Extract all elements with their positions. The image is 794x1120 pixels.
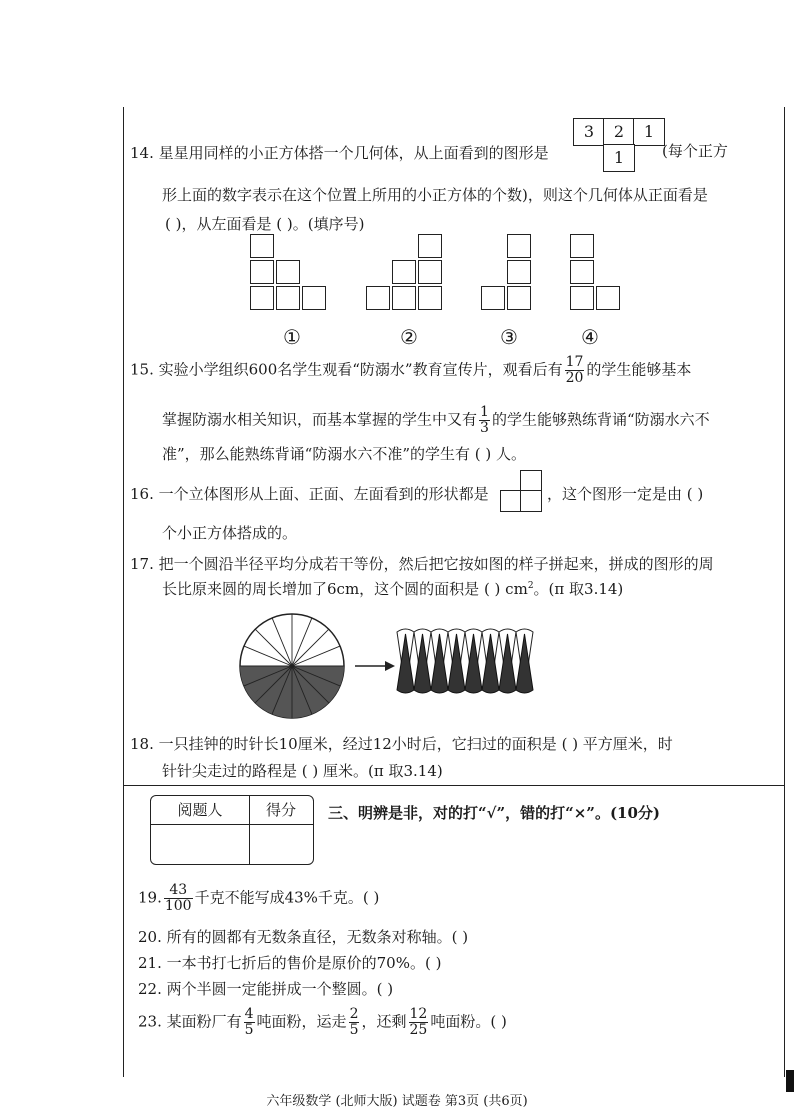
q15-line1: 15. 实验小学组织600名学生观看“防溺水”教育宣传片，观看后有 $\frac{17}{20}$ 的学生能够基本 [130, 354, 692, 386]
fraction: $\frac{12}{25}$ [409, 1006, 428, 1038]
q14-option-2-figure [366, 234, 446, 314]
score-label: 得分 [265, 801, 296, 819]
q19-line: 19. $\frac{43}{100}$ 千克不能写成43%千克。( ) [138, 882, 380, 914]
q20-line: 20. 所有的圆都有无数条直径，无数条对称轴。( ) [138, 928, 469, 946]
option-label-1: ① [283, 325, 301, 349]
fraction: $\frac{2}{5}$ [349, 1006, 359, 1038]
q14-option-4-figure [570, 234, 650, 314]
q17-line1: 17. 把一个圆沿半径平均分成若干等份，然后把它按如图的样子拼起来，拼成的图形的周 [130, 555, 714, 573]
q16-line1a: 16. 一个立体图形从上面、正面、左面看到的形状都是 [130, 485, 489, 503]
fraction: $\frac{43}{100}$ [164, 882, 192, 914]
q16-view-figure [500, 470, 545, 515]
q16-line2: 个小正方体搭成的。 [162, 524, 298, 542]
q15-line3: 准”，那么能熟练背诵“防溺水六不准”的学生有 ( ) 人。 [162, 445, 527, 463]
q18-line2: 针针尖走过的路程是 ( ) 厘米。(π 取3.14) [162, 762, 443, 780]
option-label-3: ③ [500, 325, 518, 349]
q14-option-3-figure [481, 234, 561, 314]
q14-line3: ( )，从左面看是 ( )。(填序号) [165, 215, 365, 233]
top-view-cell: 1 [603, 144, 635, 172]
q14-line2: 形上面的数字表示在这个位置上所用的小正方体的个数)，则这个几何体从正面看是 [162, 186, 708, 204]
q14-top-view [573, 118, 673, 178]
score-table [150, 795, 314, 865]
top-view-cell: 3 [573, 118, 605, 146]
q16-line1b: ，这个图形一定是由 ( ) [547, 485, 704, 503]
top-view-cell: 2 [603, 118, 635, 146]
page-footer: 六年级数学 (北师大版) 试题卷 第3页 (共6页) [266, 1094, 528, 1109]
q18-line1: 18. 一只挂钟的时针长10厘米，经过12小时后，它扫过的面积是 ( ) 平方厘米，时 [130, 735, 673, 753]
option-label-2: ② [400, 325, 418, 349]
section-divider [123, 785, 785, 786]
scan-edge-mark [786, 1070, 794, 1092]
fraction: $\frac{1}{3}$ [480, 404, 489, 436]
q15-line2: 掌握防溺水相关知识，而基本掌握的学生中又有 $\frac{1}{3}$ 的学生能够熟练背诵“防溺水六不 [162, 404, 710, 436]
q17-line2: 长比原来圆的周长增加了6cm，这个圆的面积是 ( ) $cm^2$。(π 取3.14) [162, 580, 624, 598]
grader-label: 阅题人 [177, 801, 223, 819]
fraction: $\frac{4}{5}$ [244, 1006, 254, 1038]
q14-line1 [130, 142, 549, 163]
q23-line: 23. 某面粉厂有 $\frac{4}{5}$ 吨面粉，运走 $\frac{2}{5}$ ，还剩 $\frac{12}{25}$ 吨面粉。( ) [138, 1006, 507, 1038]
q14-text-a: 14. 星星用同样的小正方体搭一个几何体，从上面看到的图形是 [130, 144, 549, 162]
fraction: $\frac{17}{20}$ [565, 354, 584, 386]
top-view-cell: 1 [633, 118, 665, 146]
q22-line: 22. 两个半圆一定能拼成一个整圆。( ) [138, 980, 394, 998]
q17-circle-figure [235, 610, 695, 730]
q14-option-1-figure [250, 234, 330, 314]
option-label-4: ④ [581, 325, 599, 349]
section3-title: 三、明辨是非，对的打“√”，错的打“×”。(10分) [328, 804, 661, 822]
q14-line1b: (每个正方 [662, 142, 728, 160]
q21-line: 21. 一本书打七折后的售价是原价的70%。( ) [138, 954, 442, 972]
